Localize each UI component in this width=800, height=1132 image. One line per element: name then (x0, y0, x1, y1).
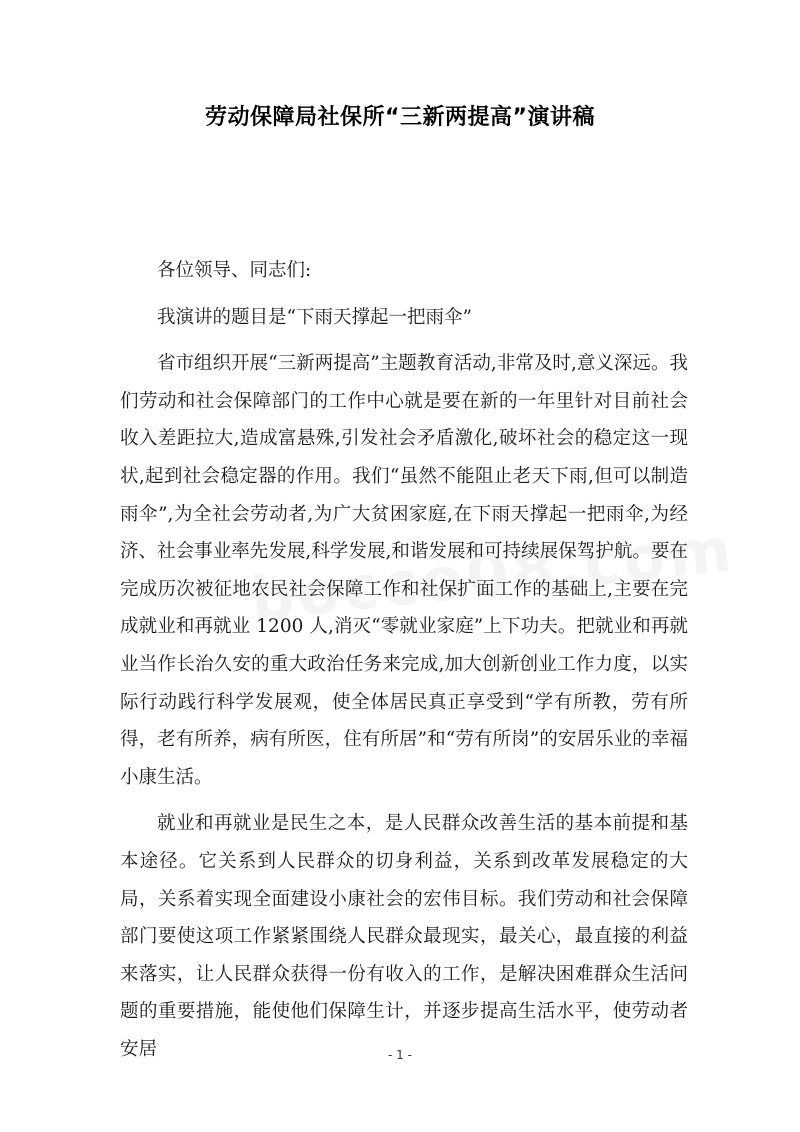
document-body (120, 252, 688, 1068)
document-title: 劳动保障局社保所“三新两提高”演讲稿 (205, 105, 595, 130)
topic-paragraph: 我演讲的题目是“下雨天撑起一把雨伞” (157, 306, 472, 328)
page-number: - 1 - (388, 1048, 412, 1062)
body-paragraph: 就业和再就业是民生之本，是人民群众改善生活的基本前提和基本途径。它关系到人民群众的切身利益，关系到改革发展稳定的大局，关系着实现全面建设小康社会的宏伟目标。我们劳动和社会保障部门要使这项工作紧紧围绕人民群众最现实，最关心，最直接的利益来落实，让人民群众获得一份有收入的工作，是解决困难群众生活问题的重要措施，能使他们保障生计，并逐步提高生活水平，使劳动者安居 (120, 813, 688, 1060)
greeting-paragraph: 各位领导、同志们: (157, 260, 312, 281)
body-paragraph: 省市组织开展“三新两提高”主题教育活动,非常及时,意义深远。我们劳动和社会保障部门的工作中心就是要在新的一年里针对目前社会收入差距拉大,造成富悬殊,引发社会矛盾激化,破坏社会的稳定这一现状,起到社会稳定器的作用。我们“虽然不能阻止老天下雨,但可以制造雨伞”,为全社会劳动者,为广大贫困家庭,在下雨天撑起一把雨伞,为经济、社会事业率先发展,科学发展,和谐发展和可持续展保驾护航。要在完成历次被征地农民社会保障工作和社保扩面工作的基础上,主要在完成就业和再就业 1200 人,消灭“零就业家庭”上下功夫。把就业和再就业当作长治久安的重大政治任务来完成,加大创新创业工作力度，以实际行动践行科学发展观，使全体居民真正享受到“学有所教，劳有所得，老有所养，病有所医，住有所居”和“劳有所岗”的安居乐业的幸福小康生活。 (120, 353, 688, 788)
